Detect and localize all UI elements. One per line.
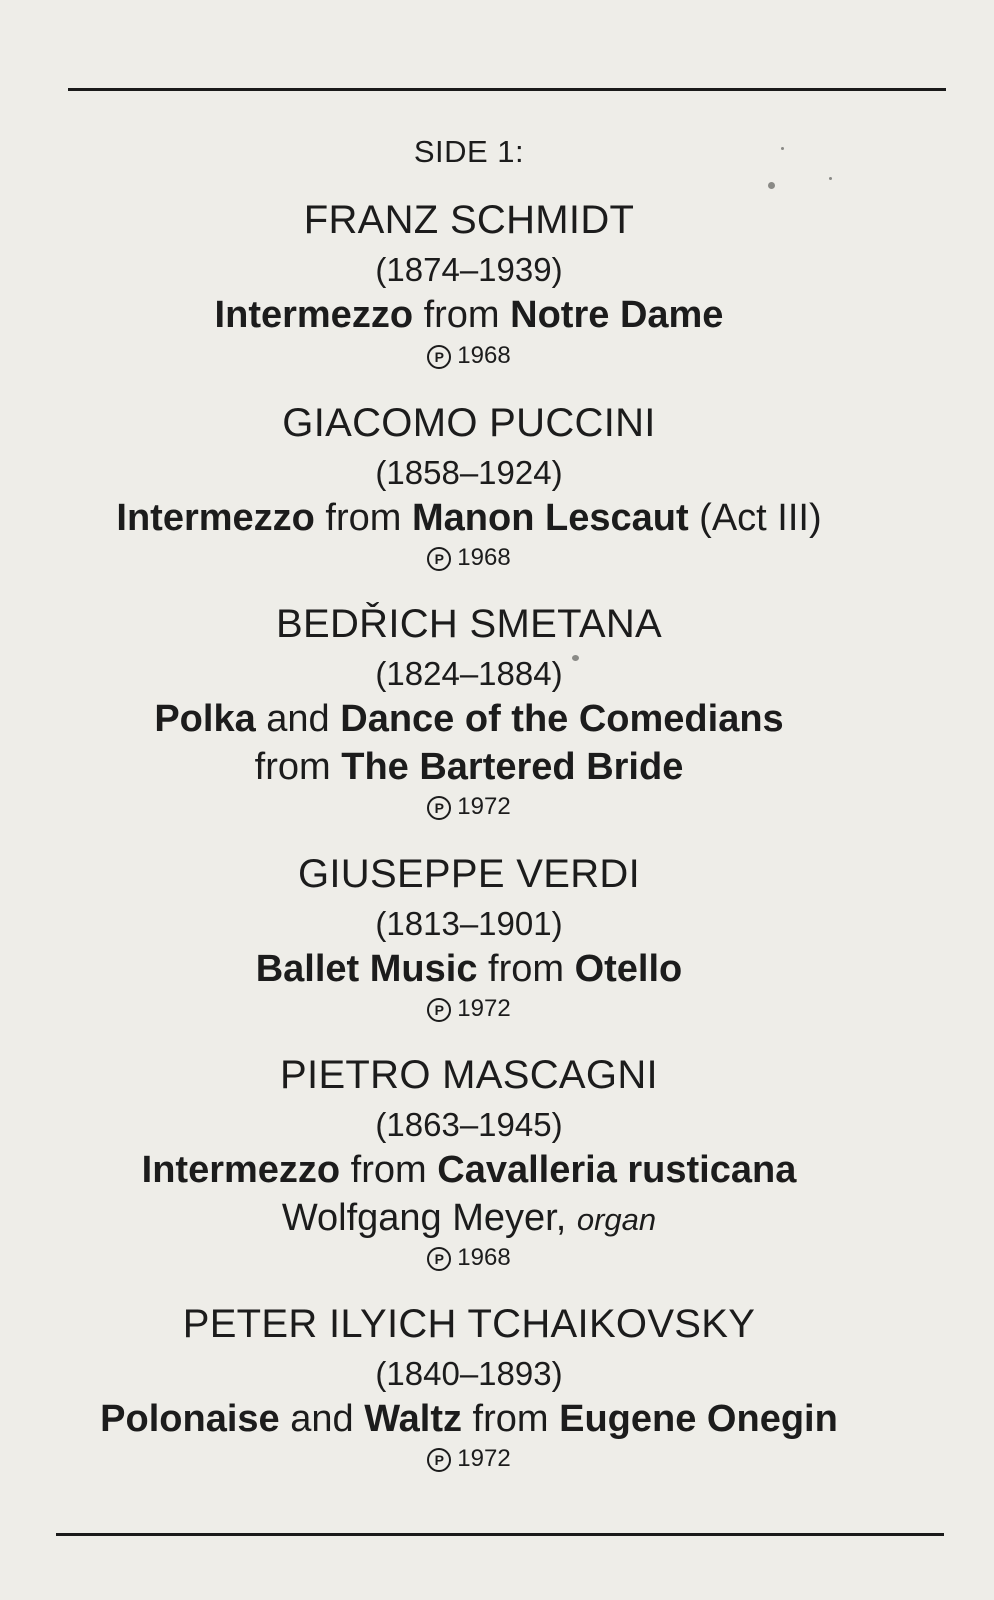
work-title-bold: Polonaise <box>100 1398 280 1440</box>
phonographic-copyright <box>0 341 938 371</box>
performer-role: organ <box>576 1202 657 1237</box>
side-label: SIDE 1: <box>413 134 525 169</box>
phonographic-copyright <box>0 543 938 573</box>
performer <box>0 1195 938 1243</box>
release-year: 1968 <box>457 342 511 369</box>
phonogram-copyright-icon: P <box>427 1448 451 1472</box>
composer-dates: (1863–1945) <box>375 1106 563 1143</box>
release-year: 1972 <box>457 1445 511 1472</box>
composer-name: PIETRO MASCAGNI <box>280 1053 658 1097</box>
composer-name: FRANZ SCHMIDT <box>303 198 635 242</box>
work-title-bold: Cavalleria rusticana <box>437 1149 797 1191</box>
work-title-bold: Intermezzo <box>214 294 414 336</box>
top-divider <box>68 88 946 91</box>
phonogram-copyright-icon: P <box>427 345 451 369</box>
phonographic-copyright <box>0 792 938 822</box>
work-title-bold: Intermezzo <box>141 1149 341 1191</box>
work-title-connector: and <box>279 1398 365 1440</box>
phonographic-copyright <box>0 1444 938 1474</box>
work-title <box>0 292 938 338</box>
paper-speck <box>781 147 784 150</box>
work-title-connector: from <box>254 746 342 788</box>
composer-name: GIACOMO PUCCINI <box>282 401 656 445</box>
work-title-connector: from <box>314 497 412 539</box>
composer-dates: (1858–1924) <box>375 454 563 491</box>
composer-dates: (1824–1884) <box>375 655 563 692</box>
composer-dates: (1874–1939) <box>375 251 563 288</box>
phonogram-copyright-icon: P <box>427 547 451 571</box>
paper-speck <box>572 655 579 661</box>
paper-speck <box>768 182 775 189</box>
composer-name: GIUSEPPE VERDI <box>297 852 641 896</box>
composer-name: PETER ILYICH TCHAIKOVSKY <box>182 1302 756 1346</box>
work-title-bold: Dance of the Comedians <box>340 698 784 740</box>
work-title <box>0 744 938 790</box>
work-title-connector: from <box>477 948 575 990</box>
work-title <box>0 495 938 541</box>
phonogram-copyright-icon: P <box>427 1247 451 1271</box>
release-year: 1968 <box>457 544 511 571</box>
performer-name: Wolfgang Meyer, <box>281 1197 567 1239</box>
work-title-bold: Intermezzo <box>116 497 315 539</box>
work-title-bold: The Bartered Bride <box>341 746 684 788</box>
work-title-bold: Notre Dame <box>510 294 724 336</box>
composer-dates: (1813–1901) <box>375 905 563 942</box>
work-title-connector: from <box>413 294 511 336</box>
phonogram-copyright-icon: P <box>427 998 451 1022</box>
composer-dates: (1840–1893) <box>375 1355 563 1392</box>
release-year: 1972 <box>457 793 511 820</box>
work-title-bold: Waltz <box>364 1398 462 1440</box>
work-title-bold: Polka <box>154 698 256 740</box>
work-title-bold: Ballet Music <box>255 948 478 990</box>
work-title-connector: (Act III) <box>688 497 822 539</box>
work-title <box>0 1147 938 1193</box>
phonographic-copyright <box>0 994 938 1024</box>
work-title-connector: from <box>340 1149 438 1191</box>
work-title <box>0 946 938 992</box>
release-year: 1972 <box>457 995 511 1022</box>
work-title-bold: Eugene Onegin <box>559 1398 838 1440</box>
work-title-bold: Otello <box>574 948 683 990</box>
work-title-connector: from <box>462 1398 560 1440</box>
phonogram-copyright-icon: P <box>427 796 451 820</box>
work-title <box>0 696 938 742</box>
phonographic-copyright <box>0 1243 938 1273</box>
work-title <box>0 1396 938 1442</box>
bottom-divider <box>56 1533 944 1536</box>
release-year: 1968 <box>457 1244 511 1271</box>
work-title-connector: and <box>255 698 341 740</box>
paper-speck <box>829 177 832 180</box>
composer-name: BEDŘICH SMETANA <box>275 602 663 646</box>
work-title-bold: Manon Lescaut <box>412 497 689 539</box>
